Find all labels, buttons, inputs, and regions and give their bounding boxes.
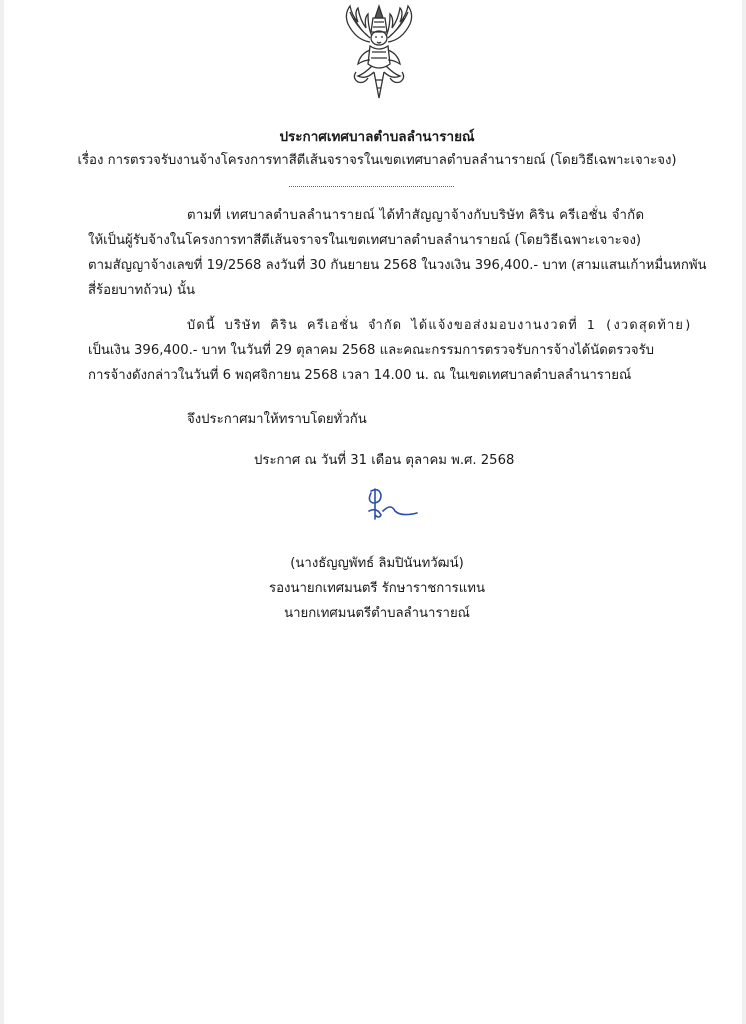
closing-statement: จึงประกาศมาให้ทราบโดยทั่วกัน [187,412,367,427]
paragraph1-line4: สี่ร้อยบาทถ้วน) นั้น [88,283,196,298]
announcement-title: ประกาศเทศบาลตำบลลำนารายณ์ [279,129,475,145]
paragraph1-line2: ให้เป็นผู้รับจ้างในโครงการทาสีตีเส้นจราจรในเขตเทศบาลตำบลลำนารายณ์ (โดยวิธีเฉพาะเจาะจง) [88,233,642,248]
announcement-subject: เรื่อง การตรวจรับงานจ้างโครงการทาสีตีเส้นจราจรในเขตเทศบาลตำบลลำนารายณ์ (โดยวิธีเฉพาะเจาะจง) [77,153,677,168]
paragraph2-line3: การจ้างดังกล่าวในวันที่ 6 พฤศจิกายน 2568 เวลา 14.00 น. ณ ในเขตเทศบาลตำบลลำนารายณ์ [88,368,632,383]
paragraph1-line3: ตามสัญญาจ้างเลขที่ 19/2568 ลงวันที่ 30 กันยายน 2568 ในวงเงิน 396,400.- บาท (สามแสนเก้าหมื่นหกพัน [88,258,707,273]
paragraph2-line2: เป็นเงิน 396,400.- บาท ในวันที่ 29 ตุลาคม 2568 และคณะกรรมการตรวจรับการจ้างได้นัดตรวจรับ [88,343,655,358]
paragraph1-line1: ตามที่ เทศบาลตำบลลำนารายณ์ ได้ทำสัญญาจ้างกับบริษัท คิริน ครีเอชั่น จำกัด [187,208,645,223]
paragraph2-line1: บัดนี้ บริษัท คิริน ครีเอชั่น จำกัด ได้แจ้งขอส่งมอบงานงวดที่ 1 (งวดสุดท้าย) [187,318,693,333]
garuda-emblem-icon [334,2,424,102]
announcement-date: ประกาศ ณ วันที่ 31 เดือน ตุลาคม พ.ศ. 2568 [254,453,515,468]
signer-position-line2: นายกเทศมนตรีตำบลลำนารายณ์ [284,606,470,621]
signer-position-line1: รองนายกเทศมนตรี รักษาราชการแทน [269,581,485,596]
signer-name: (นางธัญญพัทธ์ ลิมปินันทวัฒน์) [290,556,464,571]
dotted-divider [289,186,454,187]
signature-icon [359,485,429,525]
